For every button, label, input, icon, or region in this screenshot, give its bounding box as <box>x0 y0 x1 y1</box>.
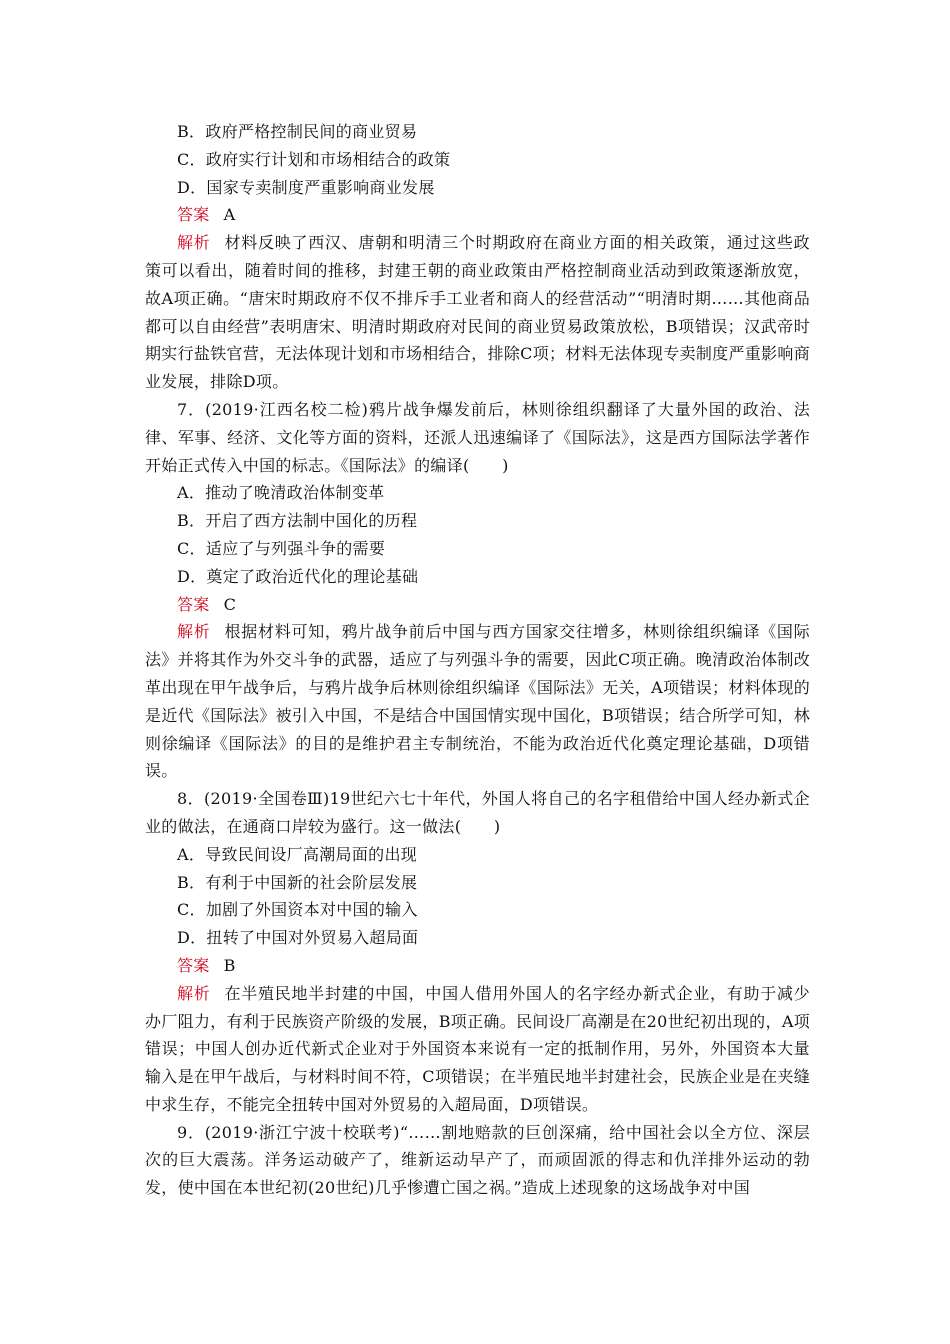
question-stem: 9．(2019·浙江宁波十校联考)“……割地赔款的巨创深痛，给中国社会以全方位、深层次的巨大震荡。洋务运动破产了，维新运动早产了，而顽固派的得志和仇洋排外运动的勃发，使中国在本世纪初(20世纪)几乎惨遭亡国之祸。”造成上述现象的这场战争对中国 <box>145 1122 810 1198</box>
analysis-label: 解析 <box>177 983 211 1003</box>
option-a: A．推动了晚清政治体制变革 <box>177 483 385 503</box>
question-9 <box>145 1119 810 1202</box>
option-c: C．加剧了外国资本对中国的输入 <box>177 900 418 920</box>
answer-row <box>145 201 810 229</box>
option-a: A．导致民间设厂高潮局面的出现 <box>177 844 418 864</box>
question-8 <box>145 785 810 1119</box>
option-d: D．奠定了政治近代化的理论基础 <box>177 566 419 586</box>
answer-row <box>145 952 810 980</box>
analysis-text: 材料反映了西汉、唐朝和明清三个时期政府在商业方面的相关政策，通过这些政策可以看出，随着时间的推移，封建王朝的商业政策由严格控制商业活动到政策逐渐放宽，故A项正确。“唐宋时期政府不仅不排斥手工业者和商人的经营活动”“明清时期……其他商品都可以自由经营”表明唐宋、明清时期政府对民间的商业贸易政策放松，B项错误；汉武帝时期实行盐铁官营，无法体现计划和市场相结合，排除C项；材料无法体现专卖制度严重影响商业发展，排除D项。 <box>145 233 810 392</box>
answer-value: A <box>223 205 236 225</box>
document-page <box>145 118 810 1202</box>
option-b: B．开启了西方法制中国化的历程 <box>177 511 418 531</box>
answer-label: 答案 <box>177 955 210 975</box>
answer-value: B <box>223 955 236 975</box>
option-d: D．扭转了中国对外贸易入超局面 <box>177 928 419 948</box>
answer-label: 答案 <box>177 594 210 614</box>
option-c: C．政府实行计划和市场相结合的政策 <box>177 149 451 169</box>
answer-label: 答案 <box>177 205 210 225</box>
option-c: C．适应了与列强斗争的需要 <box>177 538 386 558</box>
analysis-label: 解析 <box>177 622 211 642</box>
option-d: D．国家专卖制度严重影响商业发展 <box>177 177 435 197</box>
option-b: B．政府严格控制民间的商业贸易 <box>177 122 418 141</box>
question-stem: 8．(2019·全国卷Ⅲ)19世纪六七十年代，外国人将自己的名字租借给中国人经办新式企业的做法，在通商口岸较为盛行。这一做法( ) <box>145 789 810 836</box>
option-b: B．有利于中国新的社会阶层发展 <box>177 872 418 892</box>
analysis-text: 根据材料可知，鸦片战争前后中国与西方国家交往增多，林则徐组织编译《国际法》并将其作为外交斗争的武器，适应了与列强斗争的需要，因此C项正确。晚清政治体制改革出现在甲午战争后，与鸦片战争后林则徐组织编译《国际法》无关，A项错误；材料体现的是近代《国际法》被引入中国，不是结合中国国情实现中国化，B项错误；结合所学可知，林则徐编译《国际法》的目的是维护君主专制统治，不能为政治近代化奠定理论基础，D项错误。 <box>145 622 810 781</box>
answer-row <box>145 591 810 619</box>
analysis-paragraph <box>145 618 810 785</box>
analysis-label: 解析 <box>177 233 211 253</box>
analysis-paragraph <box>145 229 810 396</box>
question-7 <box>145 396 810 785</box>
analysis-paragraph <box>145 980 810 1119</box>
question-6 <box>145 118 810 396</box>
question-stem: 7．(2019·江西名校二检)鸦片战争爆发前后，林则徐组织翻译了大量外国的政治、法律、军事、经济、文化等方面的资料，还派人迅速编译了《国际法》，这是西方国际法学著作开始正式传入中国的标志。《国际法》的编译( ) <box>145 399 810 475</box>
answer-value: C <box>223 594 237 614</box>
analysis-text: 在半殖民地半封建的中国，中国人借用外国人的名字经办新式企业，有助于减少办厂阻力，有利于民族资产阶级的发展，B项正确。民间设厂高潮是在20世纪初出现的，A项错误；中国人创办近代新式企业对于外国资本来说有一定的抵制作用，另外，外国资本大量输入是在甲午战后，与材料时间不符，C项错误；在半殖民地半封建社会，民族企业是在夹缝中求生存，不能完全扭转中国对外贸易的入超局面，D项错误。 <box>145 983 810 1114</box>
